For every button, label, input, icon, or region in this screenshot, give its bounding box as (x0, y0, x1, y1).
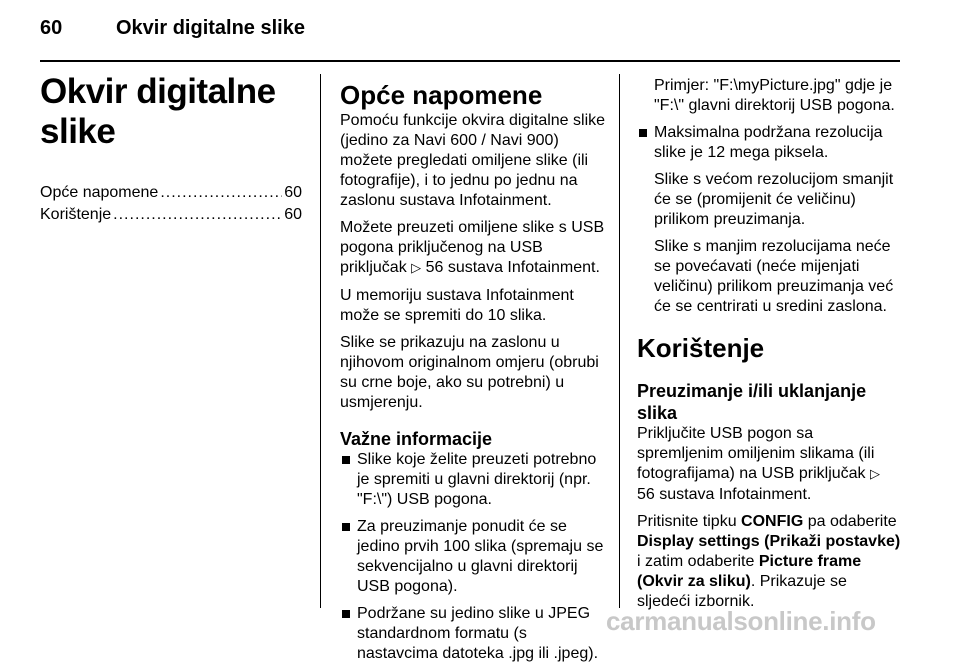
right-column (637, 76, 902, 619)
paragraph-text: Možete preuzeti omiljene slike s USB pogona priključenog na USB priključak (340, 219, 605, 276)
bullet-list (637, 123, 902, 317)
paragraph: Primjer: "F:\myPicture.jpg" gdje je "F:\" glavni direktorij USB pogona. (654, 77, 895, 114)
column-divider-left (320, 74, 321, 608)
section-heading: Korištenje (637, 333, 765, 363)
left-column (40, 72, 302, 226)
section-heading: Opće napomene (340, 80, 543, 110)
toc-entry-label: Opće napomene (40, 184, 159, 201)
subsection-heading: Važne informacije (340, 429, 493, 449)
paragraph-text: pa odaberite (807, 513, 897, 530)
list-item-text: Slike koje želite preuzeti potrebno je spremiti u glavni direktorij (npr. "F:\") USB pogona. (357, 451, 597, 508)
column-divider-right (619, 74, 620, 608)
config-button-label: CONFIG (741, 513, 804, 530)
paragraph-text: i zatim odaberite (637, 553, 755, 570)
toc-entry-page: 60 (284, 206, 302, 223)
paragraph (637, 512, 902, 612)
display-settings-label: Display settings (Prikaži postavke) (637, 533, 901, 550)
toc-leader-dots (113, 204, 282, 226)
toc-entry-page: 60 (284, 184, 302, 201)
picture-frame-label: Picture frame (Okvir za sliku) (637, 553, 862, 590)
bullet-square-icon (342, 523, 350, 531)
list-item-text: Slike s većom rezolucijom smanjit će se (promijenit će veličinu) prilikom preuzimanja. (654, 171, 894, 228)
paragraph: Pomoću funkcije okvira digitalne slike (jedino za Navi 600 / Navi 900) možete pregledati omiljene slike (ili fotografije), i to jednu po jednu na zaslonu sustava Infotainment. (340, 112, 606, 209)
list-item-text: Podržane su jedino slike u JPEG standardnom formatu (s nastavcima datoteka .jpg ili .jpeg). (357, 605, 599, 662)
paragraph (340, 218, 605, 279)
bullet-square-icon (639, 129, 647, 137)
list-item-text: Slike s manjim rezolucijama neće se povećavati (neće mijenjati veličinu) prilikom preuzimanja već će se centrirati u sredini zaslona. (654, 238, 894, 315)
table-of-contents (40, 182, 302, 226)
list-item (340, 604, 605, 664)
subsection-heading: Preuzimanje i/ili uklanjanje slika (637, 381, 867, 423)
middle-column (340, 80, 605, 671)
toc-entry-label: Korištenje (40, 206, 112, 223)
running-header-title: Okvir digitalne slike (116, 17, 305, 39)
paragraph-text: 56 sustava Infotainment. (637, 486, 812, 503)
list-item (340, 450, 605, 510)
paragraph (637, 424, 902, 505)
paragraph-text: . Prikazuje se sljedeći izbornik. (637, 573, 847, 610)
page-reference-arrow-icon: ▷ (411, 261, 422, 276)
list-item-text: Za preuzimanje ponudit će se jedino prvih 100 slika (spremaju se sekvencijalno u glavni direktorij USB pogona). (357, 518, 604, 595)
paragraph-text: Pritisnite tipku (637, 513, 737, 530)
bullet-square-icon (342, 456, 350, 464)
watermark: carmanualsonline.info (606, 606, 876, 636)
list-item-text: Maksimalna podržana rezolucija slike je 12 mega piksela. (654, 124, 883, 161)
bullet-square-icon (342, 610, 350, 618)
chapter-title: Okvir digitalne slike (40, 72, 276, 151)
list-item (340, 517, 605, 597)
bullet-list (340, 450, 605, 664)
page-reference-arrow-icon: ▷ (870, 467, 880, 482)
paragraph: U memoriju sustava Infotainment može se spremiti do 10 slika. (340, 287, 574, 324)
paragraph-text: 56 sustava Infotainment. (425, 259, 600, 276)
header-rule (40, 60, 900, 62)
paragraph: Slike se prikazuju na zaslonu u njihovom originalnom omjeru (obrubi su crne boje, ako su potrebni) u usmjerenju. (340, 334, 599, 411)
toc-entry[interactable] (40, 182, 302, 204)
paragraph-text: Priključite USB pogon sa spremljenim omiljenim slikama (ili fotografijama) na USB priključak (637, 425, 875, 482)
toc-entry[interactable] (40, 204, 302, 226)
page-number: 60 (40, 17, 63, 39)
toc-leader-dots (160, 182, 282, 204)
list-item (637, 123, 902, 317)
